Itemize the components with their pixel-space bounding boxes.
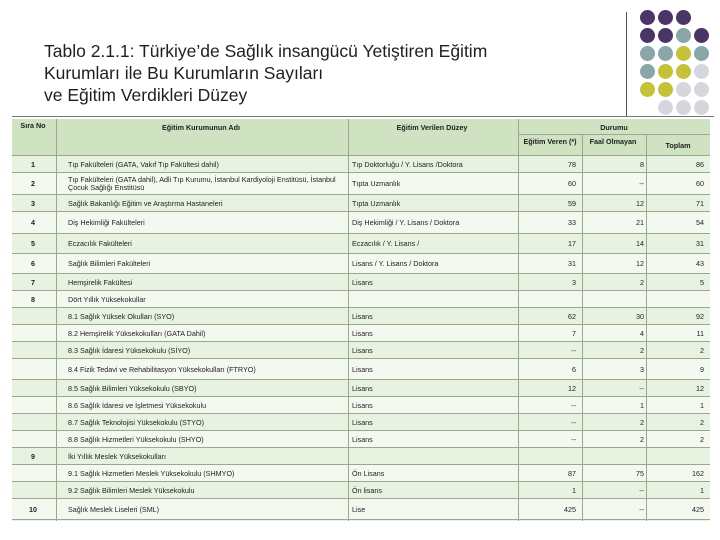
cell-egitim-veren: 33 — [568, 218, 576, 227]
table-row — [12, 359, 710, 380]
cell-egitim-veren: 87 — [568, 468, 576, 478]
cell-education-level: Lisans — [352, 328, 373, 338]
cell-institution-name: 8.4 Fizik Tedavi ve Rehabilitasyon Yüksekokulları (FTRYO) — [68, 364, 256, 374]
cell-faal-olmayan: -- — [639, 504, 644, 514]
decorative-dot — [694, 46, 709, 61]
cell-egitim-veren: -- — [571, 434, 576, 444]
cell-faal-olmayan: 75 — [636, 468, 644, 478]
decorative-dot — [676, 28, 691, 43]
cell-toplam: 2 — [700, 434, 704, 444]
cell-faal-olmayan: 8 — [640, 159, 644, 169]
decorative-dot — [694, 82, 709, 97]
cell-egitim-veren: 78 — [568, 159, 576, 169]
cell-faal-olmayan: 30 — [636, 311, 644, 321]
decorative-dot — [658, 64, 673, 79]
decorative-dot — [658, 28, 673, 43]
cell-faal-olmayan — [582, 448, 644, 465]
cell-egitim-veren: 7 — [572, 328, 576, 338]
cell-toplam — [646, 291, 704, 308]
decor-vertical-line — [626, 12, 627, 116]
table-header — [12, 119, 710, 156]
cell-toplam: 86 — [696, 159, 704, 169]
decorative-dot — [658, 46, 673, 61]
cell-no — [12, 325, 54, 342]
cell-toplam: 9 — [700, 364, 704, 374]
cell-education-level: Lisans / Y. Lisans / Doktora — [352, 259, 439, 268]
cell-institution-name: İki Yıllık Meslek Yüksekokulları — [68, 451, 166, 461]
table-row — [12, 173, 710, 195]
cell-egitim-veren: 12 — [568, 383, 576, 393]
cell-toplam: 425 — [692, 504, 704, 514]
cell-faal-olmayan: 2 — [640, 417, 644, 427]
cell-egitim-veren: 62 — [568, 311, 576, 321]
table-row — [12, 397, 710, 414]
cell-faal-olmayan — [582, 291, 644, 308]
decorative-dot — [640, 64, 655, 79]
decorative-dot — [640, 28, 655, 43]
cell-egitim-veren: 59 — [568, 198, 576, 208]
title-line-2: Kurumları ile Bu Kurumların Sayıları — [44, 63, 324, 83]
cell-faal-olmayan: 1 — [640, 400, 644, 410]
cell-toplam: 162 — [692, 468, 704, 478]
cell-no: 10 — [29, 504, 37, 514]
cell-faal-olmayan: 21 — [636, 218, 644, 227]
header-egitim-veren: Eğitim Veren (*) — [523, 137, 577, 146]
cell-no — [12, 397, 54, 414]
cell-institution-name: Sağlık Bakanlığı Eğitim ve Araştırma Hastaneleri — [68, 198, 223, 208]
cell-faal-olmayan: 14 — [636, 239, 644, 248]
cell-faal-olmayan: -- — [639, 383, 644, 393]
cell-education-level: Tıp Doktorluğu / Y. Lisans /Doktora — [352, 159, 463, 169]
cell-egitim-veren — [518, 291, 576, 308]
cell-toplam: 2 — [700, 345, 704, 355]
cell-education-level: Lisans — [352, 417, 373, 427]
decorative-dot — [676, 100, 691, 115]
cell-egitim-veren: 1 — [572, 485, 576, 495]
decorative-dot — [676, 82, 691, 97]
table-row — [12, 254, 710, 274]
cell-toplam: 1 — [700, 400, 704, 410]
cell-egitim-veren: 17 — [568, 239, 576, 248]
table-row — [12, 308, 710, 325]
cell-toplam: 54 — [696, 218, 704, 227]
decorative-dot — [694, 100, 709, 115]
cell-no — [12, 482, 54, 499]
cell-education-level: Lisans — [352, 400, 373, 410]
cell-institution-name: 8.6 Sağlık İdaresi ve İşletmesi Yüksekokulu — [68, 400, 207, 410]
cell-institution-name: Diş Hekimliği Fakülteleri — [68, 218, 145, 227]
cell-education-level: Tıpta Uzmanlık — [352, 179, 401, 188]
cell-toplam: 71 — [696, 198, 704, 208]
table-row — [12, 465, 710, 482]
cell-institution-name: Tıp Fakülteleri (GATA dahil), Adli Tıp Kurumu, İstanbul Kardiyoloji Enstitüsü, İstanbul Çocuk Sağlığı Enstitüsü — [68, 175, 336, 192]
cell-institution-name: Hemşirelik Fakültesi — [68, 277, 133, 287]
cell-education-level: Ön lisans — [352, 485, 382, 495]
decorative-dot — [676, 64, 691, 79]
table-row — [12, 156, 710, 173]
cell-toplam: 12 — [696, 383, 704, 393]
cell-no: 3 — [31, 198, 35, 208]
cell-faal-olmayan: 3 — [640, 364, 644, 374]
cell-education-level: Lisans — [352, 434, 373, 444]
header-egitim-duzey: Eğitim Verilen Düzey — [396, 123, 468, 132]
cell-egitim-veren: 31 — [568, 259, 576, 268]
cell-toplam — [646, 448, 704, 465]
cell-faal-olmayan: 2 — [640, 277, 644, 287]
cell-education-level: Lisans — [352, 277, 373, 287]
cell-toplam: 60 — [696, 179, 704, 188]
cell-toplam: 11 — [696, 328, 704, 338]
title-line-3: ve Eğitim Verdikleri Düzey — [44, 85, 248, 105]
decorative-dot-grid — [640, 10, 712, 116]
cell-no: 6 — [31, 259, 35, 268]
cell-education-level — [352, 448, 516, 465]
cell-institution-name: Tıp Fakülteleri (GATA, Vakıf Tıp Fakültesi dahil) — [68, 159, 219, 169]
cell-education-level: Lise — [352, 504, 366, 514]
decor-horizontal-line — [12, 116, 714, 117]
cell-education-level: Diş Hekimliği / Y. Lisans / Doktora — [352, 218, 460, 227]
cell-institution-name: Dört Yıllık Yüksekokullar — [68, 294, 146, 304]
cell-institution-name: 8.2 Hemşirelik Yüksekokulları (GATA Dahil) — [68, 328, 206, 338]
cell-no — [12, 414, 54, 431]
cell-institution-name: 8.8 Sağlık Hizmetleri Yüksekokulu (SHYO) — [68, 434, 204, 444]
cell-no: 2 — [31, 179, 35, 188]
cell-no — [12, 342, 54, 359]
cell-education-level: Tıpta Uzmanlık — [352, 198, 401, 208]
decorative-dot — [640, 46, 655, 61]
cell-education-level: Lisans — [352, 311, 373, 321]
cell-institution-name: 8.1 Sağlık Yüksek Okulları (SYO) — [68, 311, 175, 321]
cell-no: 7 — [31, 277, 35, 287]
cell-education-level: Eczacılık / Y. Lisans / — [352, 239, 420, 248]
column-divider — [348, 119, 349, 521]
cell-institution-name: Sağlık Bilimleri Fakülteleri — [68, 259, 151, 268]
cell-education-level: Lisans — [352, 364, 373, 374]
cell-faal-olmayan: -- — [639, 485, 644, 495]
cell-no — [12, 380, 54, 397]
table-row — [12, 234, 710, 254]
cell-toplam: 1 — [700, 485, 704, 495]
cell-education-level: Ön Lisans — [352, 468, 385, 478]
cell-no: 9 — [31, 451, 35, 461]
cell-toplam: 2 — [700, 417, 704, 427]
cell-institution-name: 8.7 Sağlık Teknolojisi Yüksekokulu (STYO) — [68, 417, 204, 427]
cell-faal-olmayan: 12 — [636, 198, 644, 208]
cell-institution-name: 8.5 Sağlık Bilimleri Yüksekokulu (SBYO) — [68, 383, 197, 393]
column-divider — [646, 134, 647, 521]
cell-no — [12, 359, 54, 380]
decorative-dot — [676, 46, 691, 61]
decorative-dot — [676, 10, 691, 25]
table-row — [12, 274, 710, 291]
decorative-dot — [640, 10, 655, 25]
table-row — [12, 431, 710, 448]
cell-no — [12, 465, 54, 482]
decorative-dot — [694, 64, 709, 79]
cell-egitim-veren: 3 — [572, 277, 576, 287]
column-divider — [56, 119, 57, 521]
header-sira-no: Sıra No — [20, 121, 46, 130]
cell-no — [12, 308, 54, 325]
cell-no: 8 — [31, 294, 35, 304]
cell-toplam: 92 — [696, 311, 704, 321]
cell-no: 1 — [31, 159, 35, 169]
table-row — [12, 380, 710, 397]
table-row — [12, 291, 710, 308]
cell-toplam: 5 — [700, 277, 704, 287]
cell-institution-name: 9.2 Sağlık Bilimleri Meslek Yüksekokulu — [68, 485, 195, 495]
slide-title — [44, 40, 614, 106]
cell-egitim-veren: 6 — [572, 364, 576, 374]
column-divider — [582, 134, 583, 521]
table-row — [12, 448, 710, 465]
cell-education-level: Lisans — [352, 345, 373, 355]
cell-institution-name: 9.1 Sağlık Hizmetleri Meslek Yüksekokulu (SHMYO) — [68, 468, 235, 478]
header-subdivider — [518, 134, 710, 135]
cell-egitim-veren — [518, 448, 576, 465]
cell-institution-name: 8.3 Sağlık İdaresi Yüksekokulu (SİYO) — [68, 345, 191, 355]
decorative-dot — [658, 100, 673, 115]
table-row — [12, 325, 710, 342]
cell-no: 4 — [31, 218, 35, 227]
cell-faal-olmayan: 2 — [640, 345, 644, 355]
cell-toplam: 31 — [696, 239, 704, 248]
cell-faal-olmayan: -- — [639, 179, 644, 188]
cell-faal-olmayan: 2 — [640, 434, 644, 444]
cell-no: 5 — [31, 239, 35, 248]
decorative-dot — [694, 28, 709, 43]
cell-no — [12, 431, 54, 448]
table-row — [12, 342, 710, 359]
header-faal-olmayan: Faal Olmayan — [589, 137, 637, 146]
table-row — [12, 482, 710, 499]
decorative-dot — [640, 82, 655, 97]
cell-egitim-veren: -- — [571, 400, 576, 410]
cell-faal-olmayan: 12 — [636, 259, 644, 268]
cell-institution-name: Sağlık Meslek Liseleri (SML) — [68, 504, 160, 514]
header-divider — [12, 155, 710, 156]
data-table — [12, 119, 710, 521]
decorative-dot — [658, 10, 673, 25]
cell-egitim-veren: 425 — [564, 504, 576, 514]
table-row — [12, 212, 710, 234]
table-row — [12, 195, 710, 212]
header-kurum-adi: Eğitim Kurumunun Adı — [162, 123, 240, 132]
row-divider — [12, 519, 710, 520]
cell-institution-name: Eczacılık Fakülteleri — [68, 239, 132, 248]
header-toplam: Toplam — [665, 141, 691, 150]
table-row — [12, 414, 710, 431]
cell-faal-olmayan: 4 — [640, 328, 644, 338]
cell-egitim-veren: 60 — [568, 179, 576, 188]
cell-egitim-veren: -- — [571, 345, 576, 355]
header-durumu: Durumu — [600, 123, 628, 132]
cell-toplam: 43 — [696, 259, 704, 268]
column-divider — [518, 119, 519, 521]
cell-education-level: Lisans — [352, 383, 373, 393]
table-row — [12, 499, 710, 520]
decorative-dot — [658, 82, 673, 97]
cell-egitim-veren: -- — [571, 417, 576, 427]
title-line-1: Tablo 2.1.1: Türkiye’de Sağlık insangücü Yetiştiren Eğitim — [44, 41, 488, 61]
cell-education-level — [352, 291, 516, 308]
